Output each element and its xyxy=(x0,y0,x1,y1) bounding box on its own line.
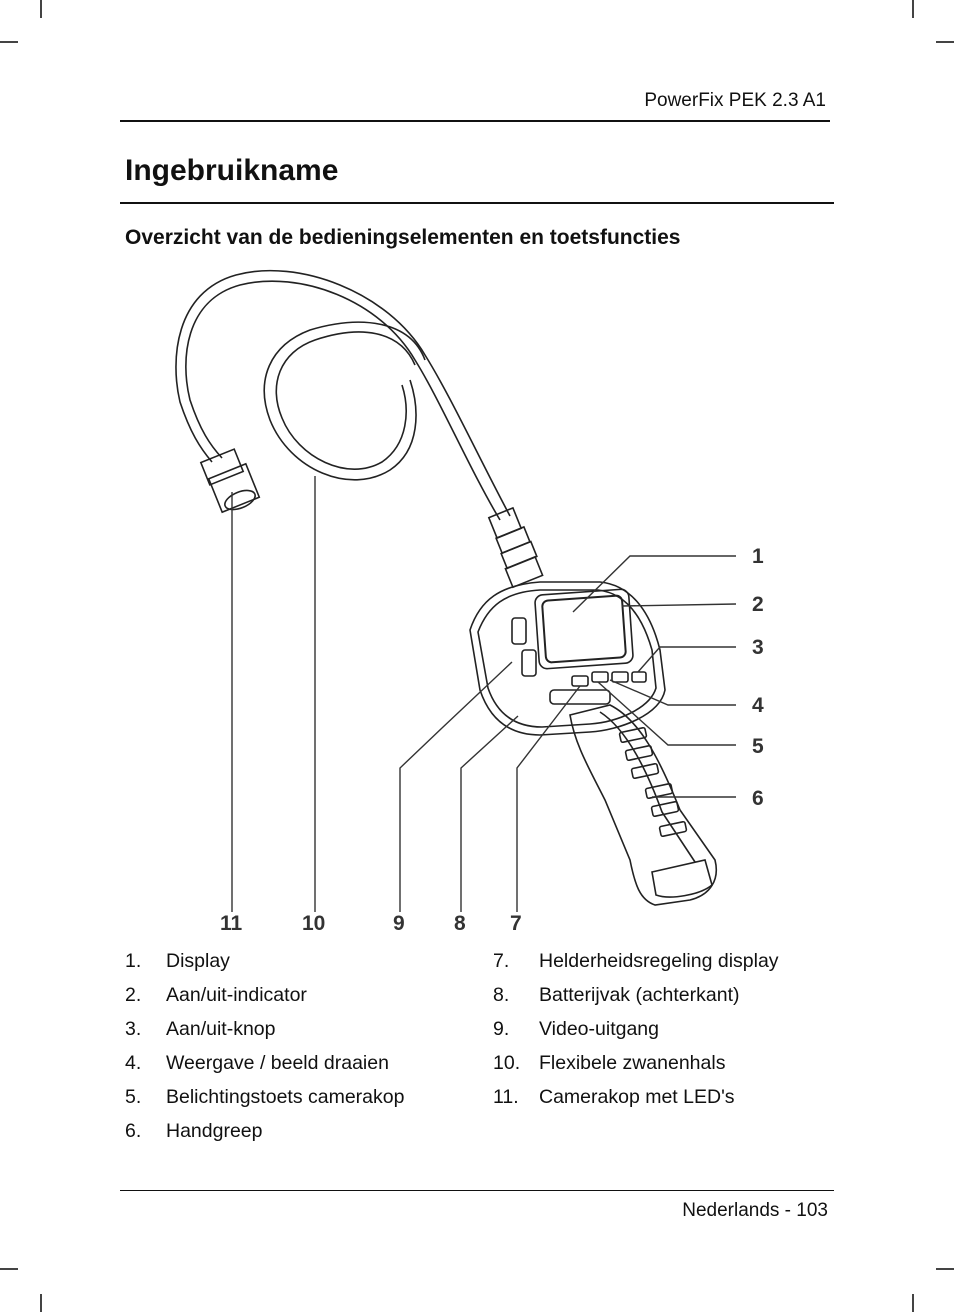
page-title: Ingebruikname xyxy=(125,154,339,187)
footer-rule xyxy=(120,1190,834,1191)
leader-lines xyxy=(232,476,736,912)
page-number: Nederlands - 103 xyxy=(682,1200,828,1221)
cable-connector xyxy=(489,508,543,587)
running-header: PowerFix PEK 2.3 A1 xyxy=(644,90,826,111)
handle xyxy=(570,705,716,905)
callout-1: 1 xyxy=(752,545,764,568)
callout-10: 10 xyxy=(302,912,326,935)
callout-5: 5 xyxy=(752,735,764,758)
legend-left: 1. Display 2. Aan/uit-indicator 3. Aan/uit-knop 4. Weergave / beeld draaien 5. Belichtingstoets camerakop 6. Handgreep xyxy=(125,950,405,1142)
display-screen xyxy=(542,595,626,662)
device-body xyxy=(470,582,665,735)
section-heading: Overzicht van de bedieningselementen en toetsfuncties xyxy=(125,226,681,249)
callout-7: 7 xyxy=(510,912,522,935)
callout-2: 2 xyxy=(752,593,764,616)
callout-8: 8 xyxy=(454,912,466,935)
gooseneck-cable xyxy=(186,281,500,520)
camera-head xyxy=(201,449,259,513)
callout-3: 3 xyxy=(752,636,764,659)
callout-11: 11 xyxy=(220,912,243,935)
callout-4: 4 xyxy=(752,694,764,717)
callout-9: 9 xyxy=(393,912,405,935)
legend-right: 7. Helderheidsregeling display 8. Batterijvak (achterkant) 9. Video-uitgang 10. Flexibele zwanenhals 11. Camerakop met LED's xyxy=(493,950,779,1108)
callout-6: 6 xyxy=(752,787,764,810)
